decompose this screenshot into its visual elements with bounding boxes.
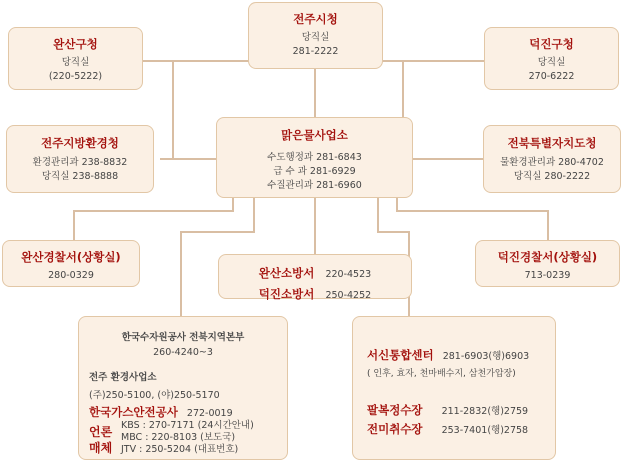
media-line-3: JTV : 250-5204 (대표번호) (121, 444, 239, 455)
palbok-title: 팔복정수장 (367, 403, 423, 417)
jeonmi-phone: 253-7401(행)2758 (441, 425, 529, 436)
env-biz-title: 전주 환경사업소 (89, 372, 157, 383)
env-office-line-1: 환경관리과 238-8832 (32, 157, 128, 168)
media-line-1: KBS : 270-7171 (24시간안내) (121, 420, 254, 431)
connector-line (73, 210, 75, 240)
connector-line (396, 197, 398, 211)
deokjin-police-title: 덕진경찰서(상황실) (497, 250, 598, 264)
province-title: 전북특별자치도청 (507, 136, 597, 150)
deokjin-gu-box (484, 27, 619, 90)
city-hall-line-2: 281-2222 (292, 46, 339, 57)
connector-line (377, 197, 379, 232)
env-office-box (6, 125, 154, 193)
deokjin-gu-line-2: 270-6222 (528, 71, 575, 82)
env-office-title: 전주지방환경청 (41, 136, 119, 150)
water-office-line-3: 수질관리과 281-6960 (267, 180, 362, 191)
connector-line (180, 231, 182, 317)
connector-line (314, 197, 316, 255)
connector-line (314, 69, 316, 118)
connector-line (253, 197, 255, 232)
connector-line (232, 197, 234, 211)
wansan-fire-phone: 220-4523 (325, 269, 372, 280)
seosin-note: ( 인후, 효자, 천마배수지, 삼천가압장) (367, 369, 516, 379)
city-hall-line-1: 당직실 (301, 32, 330, 43)
connector-line (180, 231, 255, 233)
gas-phone: 272-0019 (186, 408, 233, 419)
media-label-2: 매체 (89, 441, 113, 455)
env-biz-phone: (주)250-5100, (야)250-5170 (89, 390, 220, 401)
wansan-gu-line-1: 당직실 (61, 57, 90, 68)
connector-line (160, 158, 218, 160)
deokjin-gu-line-1: 당직실 (537, 57, 566, 68)
deokjin-fire-title: 덕진소방서 (258, 287, 315, 301)
wansan-police-title: 완산경찰서(상황실) (21, 250, 121, 264)
fire-row-2 (219, 283, 411, 303)
jeonmi-title: 전미취수장 (367, 422, 423, 436)
city-hall-title: 전주시청 (293, 12, 338, 26)
wansan-gu-box (8, 27, 143, 90)
palbok-phone: 211-2832(행)2759 (441, 406, 529, 417)
seosin-row (367, 347, 549, 363)
connector-line (130, 60, 250, 62)
gas-title: 한국가스안전공사 (89, 405, 178, 419)
wansan-police-line-1: 280-0329 (48, 270, 94, 281)
media-label-1: 언론 (89, 425, 113, 439)
wansan-gu-title: 완산구청 (53, 37, 98, 51)
media-line-2: MBC : 220-8103 (보도국) (121, 432, 236, 443)
palbok-row (367, 402, 549, 418)
deokjin-fire-phone: 250-4252 (325, 290, 372, 301)
kwater-title: 한국수자원공사 전북지역본부 (121, 332, 245, 343)
seosin-title: 서신통합센터 (367, 348, 434, 362)
connector-line (172, 60, 174, 160)
gas-row (89, 404, 281, 420)
connector-line (381, 60, 485, 62)
deokjin-police-box (475, 240, 620, 287)
deokjin-gu-title: 덕진구청 (529, 37, 574, 51)
connector-line (396, 210, 548, 212)
wansan-fire-title: 완산소방서 (258, 266, 315, 280)
seosin-phone: 281-6903(행)6903 (442, 351, 530, 362)
connector-line (377, 231, 410, 233)
fire-stations-box (218, 254, 412, 299)
env-office-line-2: 당직실 238-8888 (41, 171, 119, 182)
water-office-line-2: 급 수 과 281-6929 (273, 166, 356, 177)
kwater-phone: 260-4240~3 (153, 347, 213, 358)
water-office-line-1: 수도행정과 281-6843 (267, 152, 362, 163)
fire-row-1 (219, 262, 411, 282)
connector-line (547, 210, 549, 240)
city-hall-box (248, 2, 383, 69)
deokjin-police-line-1: 713-0239 (524, 270, 571, 281)
water-plants-box (352, 316, 556, 460)
province-line-1: 물환경관리과 280-4702 (500, 157, 604, 168)
jeonmi-row (367, 421, 549, 437)
water-office-box (216, 117, 413, 198)
external-agencies-box (78, 316, 288, 460)
wansan-police-box (2, 240, 140, 287)
province-box (483, 125, 621, 193)
connector-line (73, 210, 234, 212)
water-office-title: 맑은물사업소 (281, 128, 348, 142)
connector-line (402, 158, 484, 160)
province-line-2: 당직실 280-2222 (513, 171, 591, 182)
wansan-gu-line-2: (220-5222) (48, 71, 103, 82)
